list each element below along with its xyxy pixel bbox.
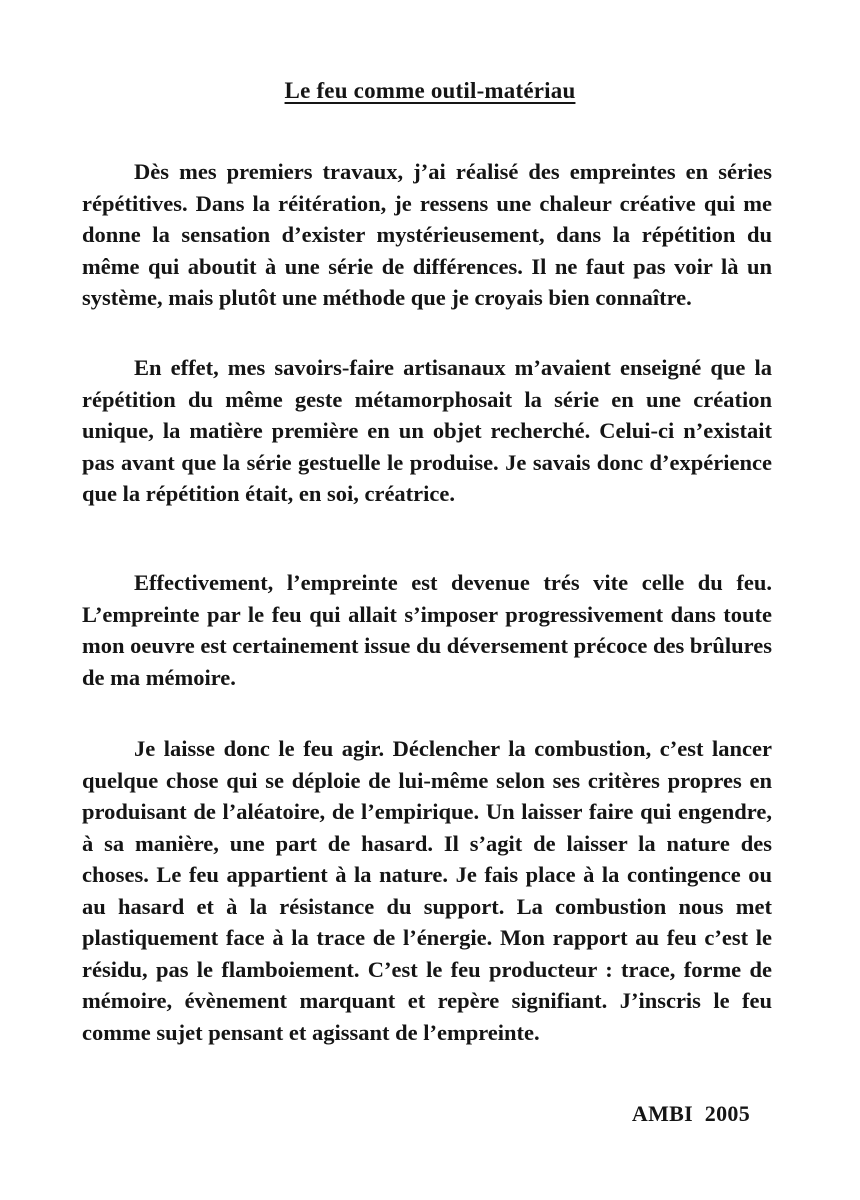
author-signature: AMBI 2005: [631, 1101, 750, 1126]
paragraph-1: [82, 156, 772, 314]
paragraph-2-text: En effet, mes savoirs-faire artisanaux m’avaient enseigné que la répétition du même geste métamorphosait la série en une création unique, la matière première en un objet recherché. Celui-ci n’existait pas avant que la série gestuelle le produise. Je savais donc d’expérience que la répétition était, en soi, créatrice.: [82, 355, 772, 506]
paragraph-3-text: Effectivement, l’empreinte est devenue trés vite celle du feu. L’empreinte par le feu qui allait s’imposer progressivement dans toute mon oeuvre est certainement issue du déversement précoce des brûlures de ma mémoire.: [82, 570, 772, 690]
paragraph-3: [82, 567, 772, 693]
paragraph-1-text: Dès mes premiers travaux, j’ai réalisé des empreintes en séries répétitives. Dans la réitération, je ressens une chaleur créative qui me donne la sensation d’exister mystérieusement, dans la répétition du même qui aboutit à une série de différences. Il ne faut pas voir là un système, mais plutôt une méthode que je croyais bien connaître.: [82, 159, 772, 310]
paragraph-4: [82, 733, 772, 1048]
paragraph-4-text: Je laisse donc le feu agir. Déclencher la combustion, c’est lancer quelque chose qui se déploie de lui-même selon ses critères propres en produisant de l’aléatoire, de l’empirique. Un laisser faire qui engendre, à sa manière, une part de hasard. Il s’agit de laisser la nature des choses. Le feu appartient à la nature. Je fais place à la contingence ou au hasard et à la résistance du support. La combustion nous met plastiquement face à la trace de l’énergie. Mon rapport au feu c’est le résidu, pas le flamboiement. C’est le feu producteur : trace, forme de mémoire, évènement marquant et repère signifiant. J’inscris le feu comme sujet pensant et agissant de l’empreinte.: [82, 736, 772, 1045]
paragraph-2: [82, 352, 772, 510]
document-title: Le feu comme outil-matériau: [284, 78, 576, 103]
